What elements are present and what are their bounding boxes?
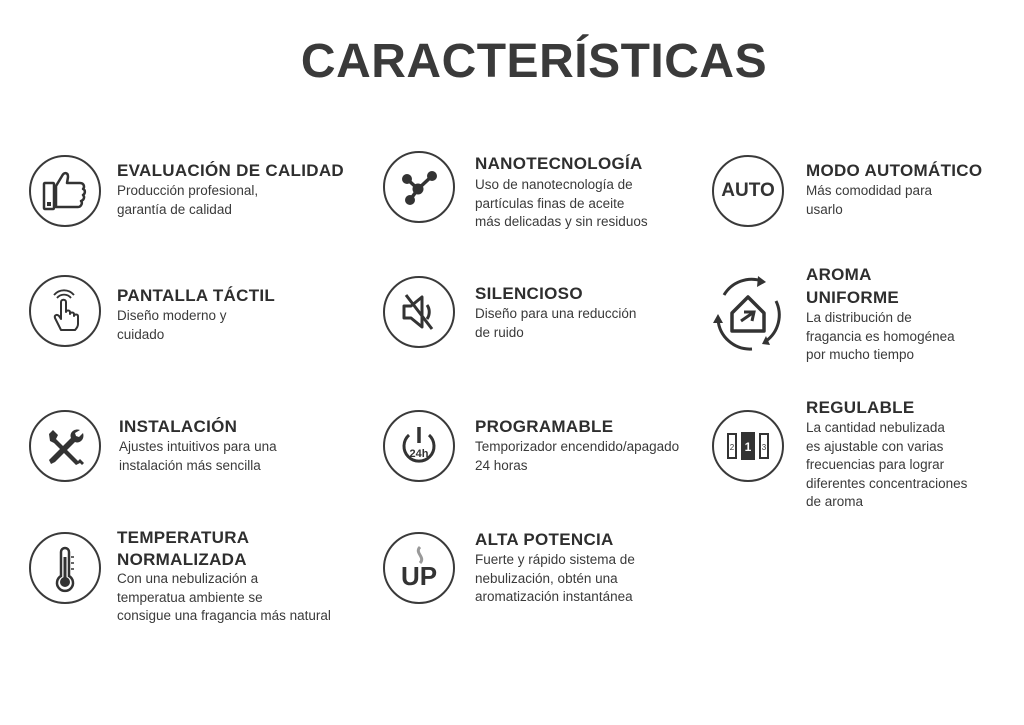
feature-description: Diseño para una reducción de ruido [475,306,637,340]
touch-icon [29,275,101,347]
feature-description: Ajustes intuitivos para una instalación más sencilla [119,439,277,473]
thermometer-icon [29,532,101,604]
feature-description: Más comodidad para usarlo [806,183,933,217]
up-label: UP [400,561,438,591]
auto-icon [712,155,784,227]
feature-title: REGULABLE [806,398,915,417]
page-title: CARACTERÍSTICAS [300,35,768,88]
feature-description: Uso de nanotecnología de partículas finas de aceite más delicadas y sin residuos [475,177,648,229]
level-label: 1 [744,440,752,454]
feature-description: Con una nebulización a temperatua ambiente se consigue una fragancia más natural [117,571,331,623]
level-selector-icon [712,410,784,482]
thumbs-up-icon [29,155,101,227]
feature-title: PROGRAMABLE [475,417,614,436]
feature-title: NANOTECNOLOGÍA [475,154,643,173]
feature-title: TEMPERATURA NORMALIZADA [117,528,250,569]
up-icon [383,532,455,604]
level-label: 3 [761,443,767,452]
feature-description: La cantidad nebulizada es ajustable con varias frecuencias para lograr diferentes concentraciones de aroma [806,420,968,509]
molecule-icon [383,151,455,223]
feature-description: Producción profesional, garantía de calidad [117,183,259,217]
feature-description: Temporizador encendido/apagado 24 horas [475,439,680,473]
feature-title: SILENCIOSO [475,284,583,303]
feature-title: ALTA POTENCIA [475,530,614,549]
timer-label: 24h [409,448,429,460]
feature-description: La distribución de fragancia es homogénea por mucho tiempo [806,310,955,362]
feature-description: Diseño moderno y cuidado [117,308,227,342]
mute-speaker-icon [383,276,455,348]
level-label: 2 [729,443,735,452]
power-timer-icon [383,410,455,482]
feature-title: AROMA UNIFORME [806,265,900,307]
feature-title: EVALUACIÓN DE CALIDAD [117,161,344,180]
tools-icon [29,410,101,482]
feature-title: INSTALACIÓN [119,417,238,436]
house-cycle-icon [708,271,788,355]
feature-title: PANTALLA TÁCTIL [117,286,276,305]
auto-icon-label: AUTO [721,180,775,201]
feature-title: MODO AUTOMÁTICO [806,161,983,180]
feature-description: Fuerte y rápido sistema de nebulización, obtén una aromatización instantánea [475,552,635,604]
